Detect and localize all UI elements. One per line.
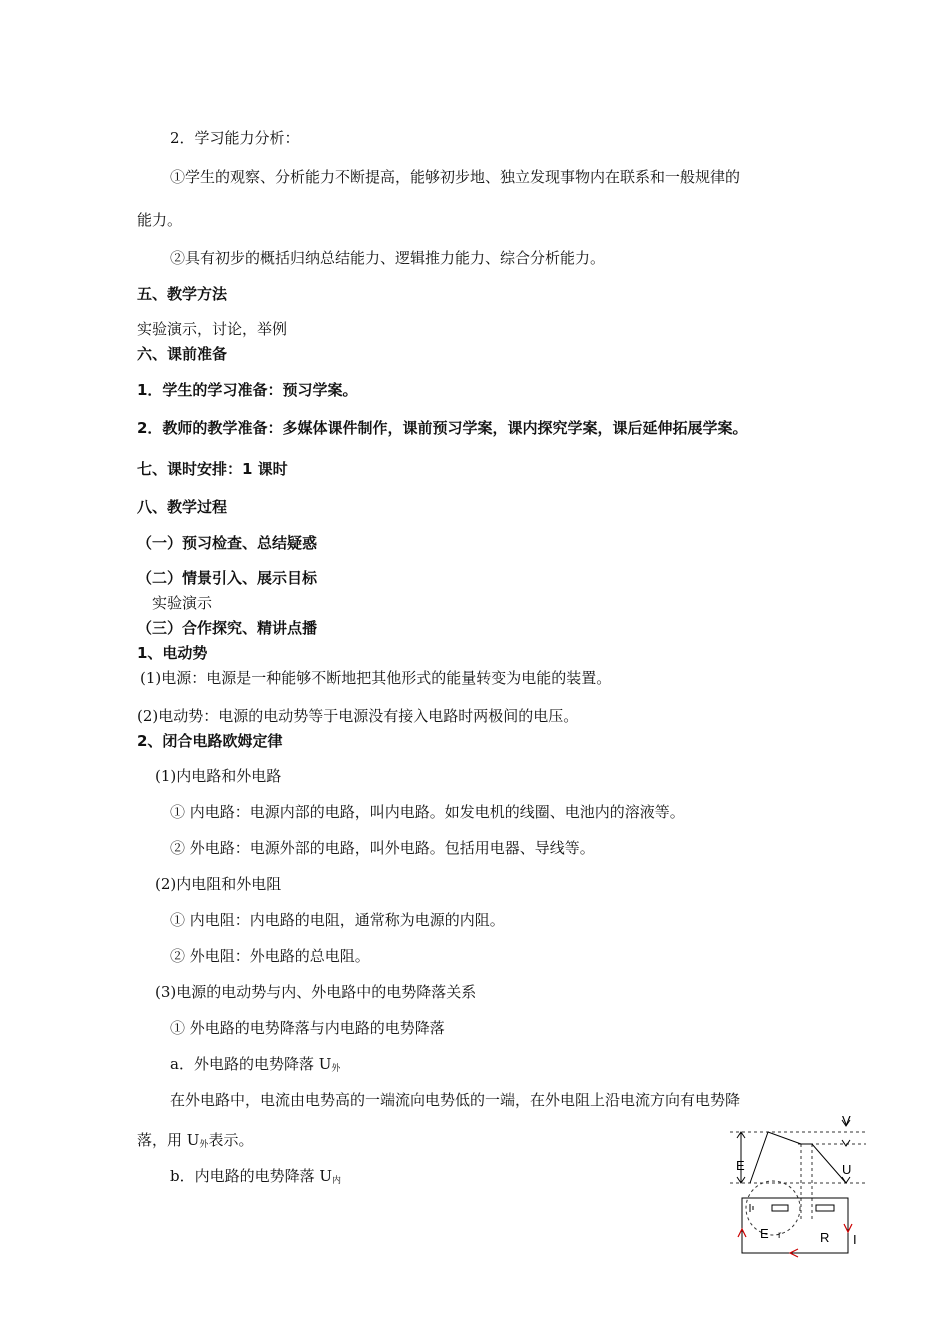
inner-drop-heading-text: b．内电路的电势降落 U (170, 1167, 333, 1185)
outer-drop-cont-text: 落，用 U (137, 1131, 200, 1149)
outer-drop-heading (170, 1054, 340, 1077)
inner-resistance-definition: ① 内电阻：内电路的电阻，通常称为电源的内阻。 (170, 911, 505, 929)
outer-drop-cont-subscript: 外 (199, 1140, 209, 1150)
potential-curve (750, 1132, 846, 1183)
heading-schedule: 七、课时安排：1 课时 (137, 460, 288, 478)
outer-resistance-definition: ② 外电阻：外电路的总电阻。 (170, 947, 370, 965)
preparation-item-2: 2．教师的教学准备：多媒体课件制作，课前预习学案，课内探究学案，课后延伸拓展学案。 (137, 419, 748, 437)
emf-definition: (2)电动势：电源的电动势等于电源没有接入电路时两极间的电压。 (137, 707, 579, 725)
paragraph-ability-1-cont: 能力。 (137, 211, 183, 229)
internal-resistor (772, 1205, 788, 1211)
topic-closed-circuit-law: 2、闭合电路欧姆定律 (137, 732, 283, 750)
label-e-inner: E (760, 1226, 769, 1241)
process-step-3: （三）合作探究、精讲点播 (137, 619, 318, 637)
label-v-top: V (842, 1113, 851, 1128)
teaching-method-text: 实验演示，讨论，举例 (137, 320, 288, 338)
outer-drop-explanation-cont (137, 1130, 253, 1153)
v-marker-2 (842, 1140, 850, 1146)
outer-circuit-definition: ② 外电路：电源外部的电路，叫外电路。包括用电器、导线等。 (170, 839, 595, 857)
outer-drop-cont-tail: 表示。 (208, 1131, 254, 1149)
heading-teaching-method: 五、教学方法 (137, 285, 228, 303)
preparation-item-1: 1．学生的学习准备：预习学案。 (137, 381, 358, 399)
process-step-2-text: 实验演示 (152, 594, 213, 612)
heading-process: 八、教学过程 (137, 498, 228, 516)
topic-emf: 1、电动势 (137, 644, 208, 662)
process-step-1: （一）预习检查、总结疑惑 (137, 534, 318, 552)
emf-power-source: (1)电源：电源是一种能够不断地把其他形式的能量转变为电能的装置。 (140, 669, 612, 687)
outer-drop-heading-text: a．外电路的电势降落 U (170, 1055, 332, 1073)
subtopic-potential-drop: (3)电源的电动势与内、外电路中的电势降落关系 (155, 983, 477, 1001)
external-resistor (816, 1205, 834, 1211)
circuit-potential-diagram (728, 1112, 868, 1262)
process-step-2: （二）情景引入、展示目标 (137, 569, 318, 587)
potential-drop-item-1: ① 外电路的电势降落与内电路的电势降落 (170, 1019, 445, 1037)
subheading-learning-ability: 2．学习能力分析： (170, 129, 300, 147)
subtopic-resistance: (2)内电阻和外电阻 (155, 875, 282, 893)
inner-drop-heading (170, 1166, 341, 1189)
paragraph-ability-1: ①学生的观察、分析能力不断提高，能够初步地、独立发现事物内在联系和一般规律的 (170, 168, 741, 186)
outer-drop-subscript: 外 (331, 1064, 341, 1074)
circuit-loop (742, 1198, 848, 1253)
paragraph-ability-2: ②具有初步的概括归纳总结能力、逻辑推力能力、综合分析能力。 (170, 249, 606, 267)
inner-drop-subscript: 内 (332, 1176, 342, 1186)
inner-circuit-definition: ① 内电路：电源内部的电路，叫内电路。如发电机的线圈、电池内的溶液等。 (170, 803, 685, 821)
heading-preparation: 六、课前准备 (137, 345, 228, 363)
label-e-left: E (736, 1158, 745, 1173)
outer-drop-explanation: 在外电路中，电流由电势高的一端流向电势低的一端，在外电阻上沿电流方向有电势降 (170, 1091, 741, 1109)
label-r-inner: r (778, 1230, 782, 1241)
subtopic-inner-outer-circuit: (1)内电路和外电路 (155, 767, 282, 785)
label-r-outer: R (820, 1230, 830, 1245)
label-u-right: U (842, 1162, 852, 1177)
label-current: I (853, 1232, 857, 1247)
dashed-inner-circle (746, 1181, 800, 1235)
